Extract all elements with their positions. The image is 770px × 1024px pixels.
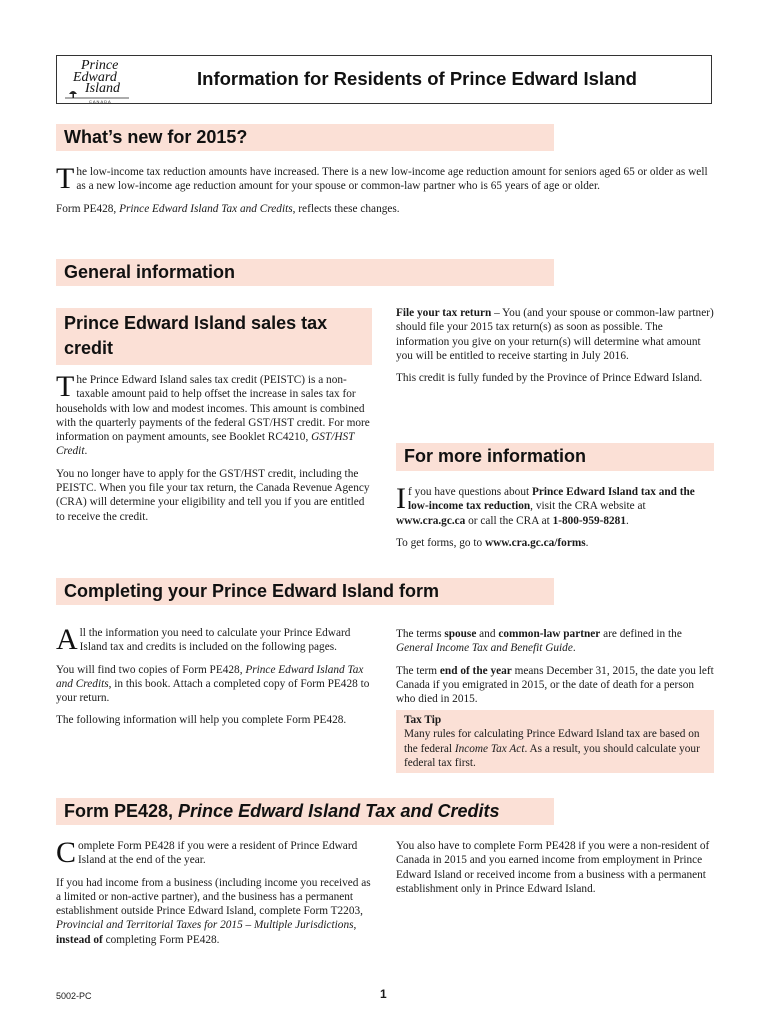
- forms-text: To get forms, go to: [396, 536, 485, 549]
- pe428-para2-a: If you had income from a business (including income you received as a limited or non-active partner), and the business has a permanent establishment outside Prince Edward Island, complete Form T2203,: [56, 876, 371, 918]
- cra-website-link[interactable]: www.cra.gc.ca: [396, 514, 466, 527]
- pe428-para2-b: ,: [353, 919, 357, 932]
- file-return-text: – You (and your spouse or common-law partner) should file your 2015 tax return(s) as soon as possible. The information you give on your return(s) will determine what amount you will be entitled to receive starting in July 2016.: [396, 307, 714, 362]
- subheading-more-info: For more information: [396, 443, 714, 471]
- t2203-title: Provincial and Territorial Taxes for 2015 – Multiple Jurisdictions: [56, 919, 354, 932]
- tip-a: Many rules for calculating Prince Edward Island tax are based on the federal: [404, 728, 700, 755]
- terms-c: .: [572, 642, 576, 655]
- completing-para2-a: You will find two copies of Form PE428,: [56, 663, 246, 676]
- tax-tip-box: [396, 710, 714, 773]
- file-return-body: [396, 306, 714, 393]
- booklet-title: GST/HST Credit: [56, 431, 355, 458]
- sales-tax-body: [56, 370, 372, 532]
- funded-text: This credit is fully funded by the Province of Prince Edward Island.: [396, 372, 703, 385]
- section-heading-pe428: [56, 798, 554, 825]
- sales-para1-b: .: [84, 445, 88, 458]
- guide-title: General Income Tax and Benefit Guide: [396, 642, 573, 655]
- whats-new-para2-a: Form PE428,: [56, 202, 120, 215]
- whats-new-body: [56, 162, 712, 224]
- pe428-para1: omplete Form PE428 if you were a resident of Prince Edward Island at the end of the year.: [78, 840, 358, 867]
- terms-body: [396, 627, 714, 714]
- dropcap: T: [56, 162, 75, 195]
- more-info-c: , visit the CRA website at: [530, 500, 646, 513]
- sales-para1-a: he Prince Edward Island sales tax credit (PEISTC) is a non-taxable amount paid to help offset the increase in sales tax for households with low and modest incomes. This amount is combined with the quarterly payments of the federal GST/HST credit. For more information on payment amounts, see Booklet RC4210,: [56, 374, 370, 444]
- dropcap: T: [56, 370, 75, 403]
- whats-new-para1: he low-income tax reduction amounts have increased. There is a new low-income age reduction amount for seniors aged 65 or older as well as a new low-income age reduction amount for your spouse or common-law partner who is 65 years of age or older.: [76, 166, 708, 193]
- file-return-label: File your tax return: [396, 307, 492, 319]
- page-number: 1: [380, 987, 387, 1001]
- completing-para2-b: , in this book. Attach a completed copy of Form PE428 to your return.: [56, 677, 370, 705]
- logo-line1: Prince: [81, 58, 119, 73]
- more-info-body: [396, 482, 714, 558]
- tip-b: . As a result, you should calculate your federal tax first.: [404, 742, 700, 769]
- pe428-heading-a: Form PE428,: [64, 801, 179, 821]
- whats-new-para2-b: , reflects these changes.: [292, 202, 400, 215]
- logo-line2: Edward: [73, 70, 117, 85]
- subheading-sales-tax-credit: Prince Edward Island sales tax credit: [56, 308, 372, 365]
- form-title: Prince Edward Island Tax and Credits: [56, 663, 364, 690]
- logo-country: CANADA: [89, 99, 112, 104]
- section-heading-whats-new: What’s new for 2015?: [56, 124, 554, 151]
- pe428-right-body: You also have to complete Form PE428 if you were a non-resident of Canada in 2015 and you earned income from employment in Prince Edward Island or received income from a business with a permanent establishment only in Prince Edward Island.: [396, 840, 710, 895]
- header-box: [56, 55, 712, 104]
- terms-and: and: [476, 628, 499, 640]
- more-info-topic: Prince Edward Island tax and the low-income tax reduction: [408, 486, 695, 513]
- pe428-heading-b: Prince Edward Island Tax and Credits: [178, 801, 500, 821]
- term-spouse: spouse: [444, 628, 477, 640]
- dropcap: A: [56, 623, 78, 656]
- term-end-of-year: end of the year: [439, 664, 512, 677]
- completing-body: [56, 623, 372, 736]
- pei-logo: [63, 58, 135, 102]
- instead-of: instead of: [56, 933, 103, 946]
- eoy-a: The term: [396, 664, 440, 677]
- more-info-a: f you have questions about: [408, 486, 532, 498]
- pe428-para2-c: completing Form PE428.: [102, 933, 220, 946]
- more-info-e: .: [625, 514, 629, 527]
- pe428-body: [56, 836, 372, 955]
- tax-tip-text: [404, 727, 706, 770]
- terms-b: are defined in the: [600, 628, 682, 640]
- dropcap: C: [56, 836, 77, 869]
- section-heading-general: General information: [56, 259, 554, 286]
- cra-phone: 1-800-959-8281: [552, 514, 626, 527]
- page-title: Information for Residents of Prince Edward Island: [197, 68, 637, 89]
- tax-tip-title: Tax Tip: [404, 714, 442, 726]
- sales-para2: You no longer have to apply for the GST/HST credit, including the PEISTC. When you file your tax return, the Canada Revenue Agency (CRA) will determine your eligibility and tell you if you are entitled to receive the credit.: [56, 467, 370, 523]
- terms-a: The terms: [396, 628, 445, 640]
- term-common-law-partner: common-law partner: [498, 628, 601, 640]
- forms-link[interactable]: www.cra.gc.ca/forms: [484, 536, 586, 549]
- form-title: Prince Edward Island Tax and Credits: [119, 202, 293, 215]
- form-code: 5002-PC: [56, 991, 92, 1001]
- eoy-b: means December 31, 2015, the date you left Canada if you emigrated in 2015, or the date of death for a person who died in 2015.: [396, 664, 714, 706]
- completing-para1: ll the information you need to calculate your Prince Edward Island tax and credits is included on the following pages.: [79, 627, 351, 654]
- more-info-d: or call the CRA at: [465, 514, 553, 527]
- forms-text-end: .: [585, 536, 589, 549]
- section-heading-completing: Completing your Prince Edward Island form: [56, 578, 554, 605]
- logo-line3: Island: [85, 81, 120, 96]
- dropcap: I: [396, 482, 406, 515]
- act-title: Income Tax Act: [454, 742, 525, 755]
- completing-para3: The following information will help you complete Form PE428.: [56, 714, 347, 727]
